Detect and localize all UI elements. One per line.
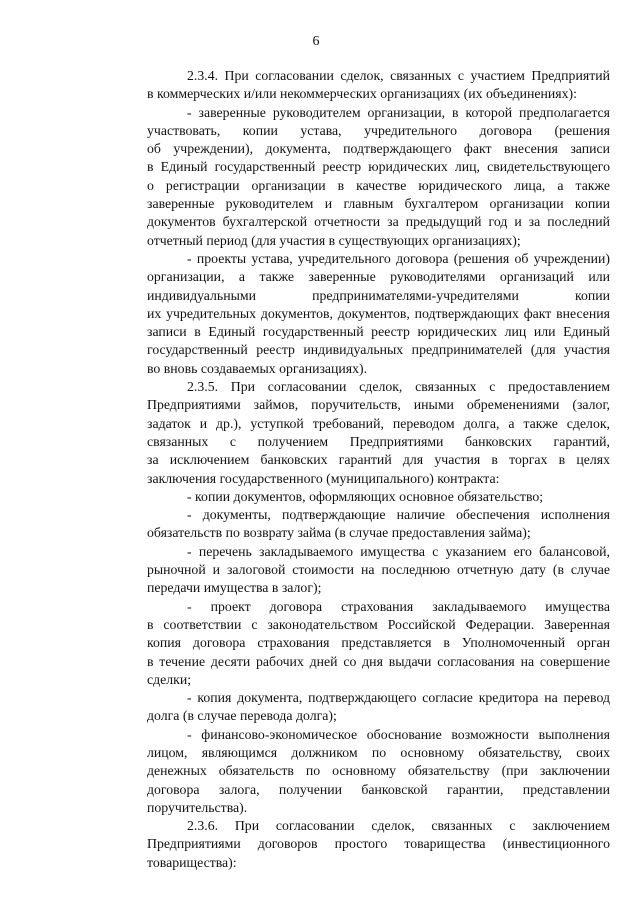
text-line: - проект договора страхования закладываемого имущества — [187, 598, 610, 614]
text-line: государственный реестр индивидуальных предпринимателей (для участия — [147, 342, 610, 358]
paragraph-2-3-5 — [107, 378, 610, 488]
text-line: в Единый государственный реестр юридических лиц, свидетельствующего — [147, 159, 610, 175]
paragraph-2-3-4 — [107, 67, 610, 104]
text-line: - документы, подтверждающие наличие обеспечения исполнения — [187, 507, 610, 523]
text-line: в течение десяти рабочих дней со дня выдачи согласования на совершение — [147, 653, 610, 669]
paragraph-2-3-6 — [107, 817, 610, 872]
text-line: передачи имущества в залог); — [147, 580, 322, 596]
text-line: документов бухгалтерской отчетности за предыдущий год и за последний — [147, 214, 610, 230]
text-line: - проекты устава, учредительного договора (решения об учреждении) — [187, 250, 610, 266]
text-line: в соответствии с законодательством Российской Федерации. Заверенная — [147, 616, 610, 632]
text-line: - финансово-экономическое обоснование возможности выполнения — [187, 726, 610, 742]
text-line: задаток и др.), уступкой требований, переводом долга, а также сделок, — [147, 415, 610, 431]
text-line: связанных с получением Предприятиями банковских гарантий, — [147, 433, 610, 449]
text-line: долга (в случае перевода долга); — [147, 708, 337, 724]
text-line: заверенные руководителем и главным бухгалтером организации копии — [147, 196, 610, 212]
list-item — [107, 506, 610, 543]
text-line: заключения государственного (муниципального) контракта: — [147, 470, 500, 486]
text-line: в коммерческих и/или некоммерческих организациях (их объединениях): — [147, 86, 577, 102]
text-line: - копии документов, оформляющих основное обязательство; — [187, 488, 544, 504]
list-item — [107, 250, 610, 378]
text-line: - копия документа, подтверждающего согласие кредитора на перевод — [187, 690, 610, 706]
text-line: организации, а также заверенные руководителями организаций или — [147, 269, 610, 285]
text-line: записи в Единый государственный реестр юридических лиц или Единый — [147, 324, 610, 340]
text-line: рыночной и залоговой стоимости на последнюю отчетную дату (в случае — [147, 562, 610, 578]
text-line: участвовать, копии устава, учредительного договора (решения — [147, 122, 610, 138]
list-item — [107, 689, 610, 726]
text-line: во вновь создаваемых организациях). — [147, 360, 368, 376]
list-item — [107, 488, 610, 506]
text-line: 2.3.6. При согласовании сделок, связанных с заключением — [187, 818, 610, 834]
text-line: денежных обязательств по основному обязательству (при заключении — [147, 763, 610, 779]
text-line: обязательств по возврату займа (в случае предоставления займа); — [147, 525, 531, 541]
list-item — [107, 104, 610, 250]
page-number: 6 — [312, 34, 320, 49]
list-item — [107, 726, 610, 817]
text-line: их учредительных документов, документов, подтверждающих факт внесения — [147, 305, 610, 321]
text-line: индивидуальными предпринимателями-учредителями копии — [147, 287, 610, 303]
text-line: об учреждении), документа, подтверждающего факт внесения записи — [147, 141, 610, 157]
text-line: сделки; — [147, 671, 192, 687]
text-line: 2.3.5. При согласовании сделок, связанных с предоставлением — [187, 379, 610, 395]
text-line: лицом, являющимся должником по основному обязательству, своих — [147, 744, 610, 760]
text-line: поручительства). — [147, 799, 248, 815]
text-line: о регистрации организации в качестве юридического лица, а также — [147, 177, 610, 193]
list-item — [107, 543, 610, 598]
text-line: за исключением банковских гарантий для участия в торгах в целях — [147, 452, 610, 468]
text-line: копия договора страхования представляется в Уполномоченный орган — [147, 635, 610, 651]
list-item — [107, 598, 610, 689]
text-line: договора залога, получении банковской гарантии, представлении — [147, 781, 610, 797]
text-line: 2.3.4. При согласовании сделок, связанных с участием Предприятий — [187, 68, 610, 83]
text-line: Предприятиями займов, поручительств, иными обременениями (залог, — [147, 397, 610, 413]
text-line: товарищества): — [147, 854, 237, 870]
text-line: отчетный период (для участия в существующих организациях); — [147, 232, 521, 248]
text-line: Предприятиями договоров простого товарищества (инвестиционного — [147, 836, 610, 852]
text-line: - перечень закладываемого имущества с указанием его балансовой, — [187, 543, 610, 559]
document-body — [107, 67, 610, 872]
text-line: - заверенные руководителем организации, в которой предполагается — [187, 104, 610, 120]
